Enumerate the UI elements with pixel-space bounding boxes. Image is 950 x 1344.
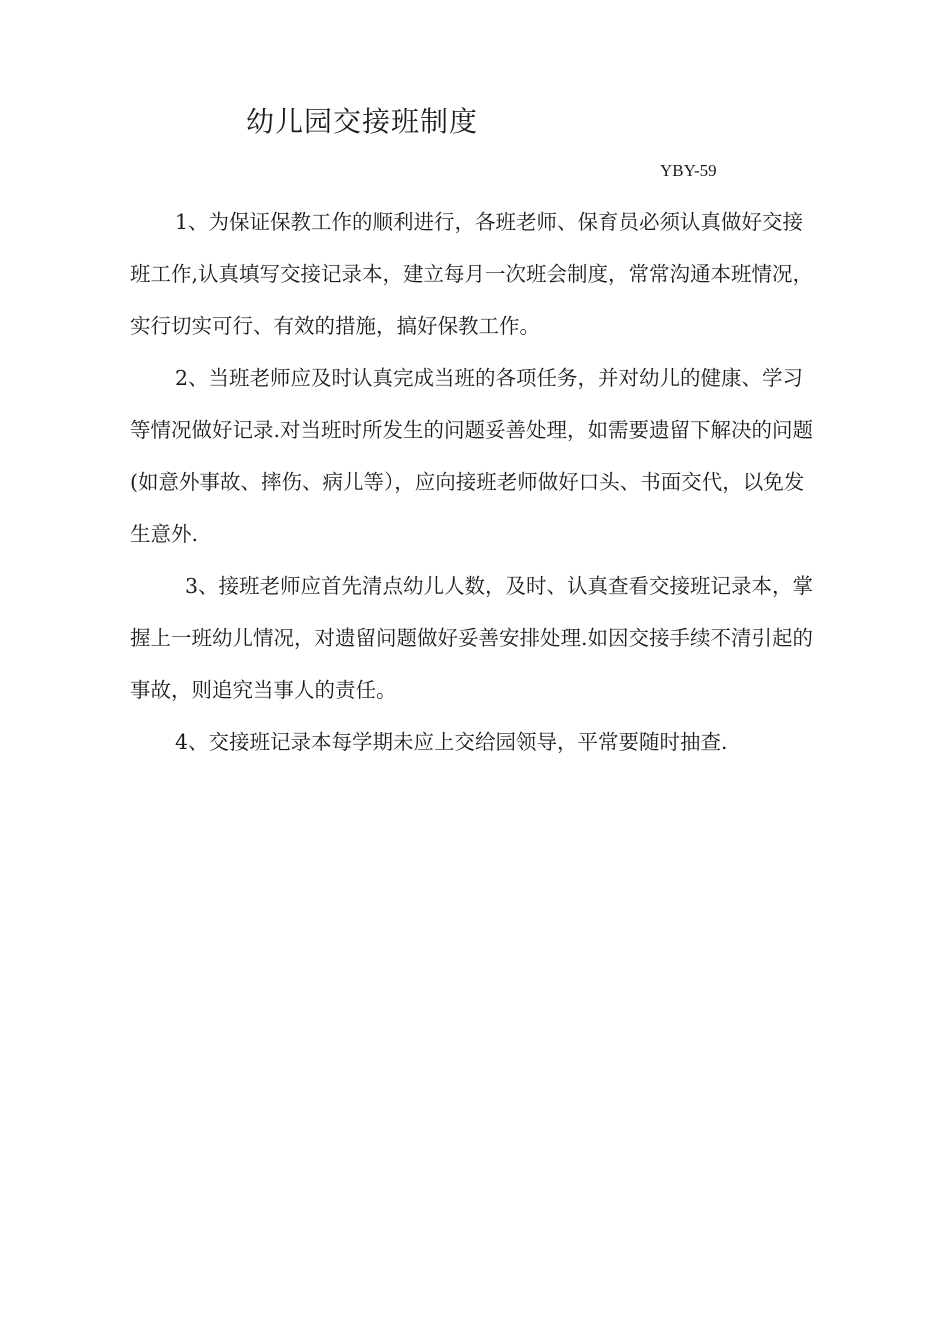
paragraph-4-block [130, 716, 820, 768]
document-title: 幼儿园交接班制度 [246, 105, 479, 138]
paragraph-3: 3、接班老师应首先清点幼儿人数，及时、认真查看交接班记录本，掌握上一班幼儿情况，对遗留问题做好妥善安排处理.如因交接手续不清引起的事故，则追究当事人的责任。 [130, 574, 814, 702]
paragraph-1-block [130, 196, 820, 352]
paragraph-2: 2、当班老师应及时认真完成当班的各项任务，并对幼儿的健康、学习等情况做好记录.对当班时所发生的问题妥善处理，如需要遗留下解决的问题(如意外事故、摔伤、病儿等），应向接班老师做好口头、书面交代，以免发生意外. [130, 366, 814, 546]
paragraph-2-block [130, 352, 820, 560]
paragraph-3-block [130, 560, 820, 716]
paragraph-4: 4、交接班记录本每学期未应上交给园领导，平常要随时抽查. [175, 730, 728, 754]
paragraph-1: 1、为保证保教工作的顺利进行，各班老师、保育员必须认真做好交接班工作,认真填写交接记录本，建立每月一次班会制度，常常沟通本班情况，实行切实可行、有效的措施，搞好保教工作。 [130, 210, 814, 338]
document-code: YBY-59 [660, 161, 717, 180]
